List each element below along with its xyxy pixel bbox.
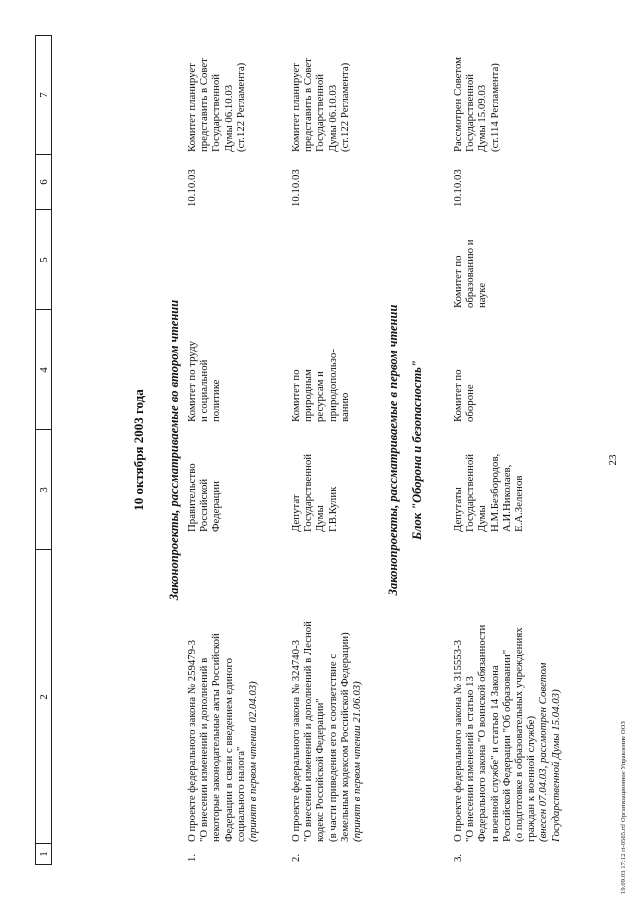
row-description: О проекте федерального закона № 324740-3 "О внесении изменений и дополнений в Лесной кодекс Российской Федерации" (в части приведения его в соответствие с Земельным кодексом Российской Федерации) (принят в первом чтении 21.06.03) bbox=[290, 542, 363, 842]
column-number: 3 bbox=[38, 487, 50, 493]
row-note: Комитет планирует представить в Совет Государственной Думы 06.10.03 (ст.122 Регламента) bbox=[290, 58, 351, 152]
row-author: Депутат Государственной Думы Г.В.Кулик bbox=[290, 453, 339, 532]
row-description-note: Государственной Думы 15.04.03) bbox=[549, 689, 562, 842]
column-divider bbox=[35, 429, 52, 430]
row-number: 2. bbox=[290, 853, 302, 862]
row-date: 10.10.03 bbox=[186, 169, 198, 207]
row-description-note: (принят в первом чтении 21.06.03) bbox=[351, 681, 364, 842]
row-description-note: (внесен 07.04.03, рассмотрен Советом bbox=[537, 662, 550, 842]
row-author: Правительство Российской Федерации bbox=[186, 463, 223, 532]
row-description: О проекте федерального закона № 259479-3 "О внесении изменений и дополнений в некоторые законодательные акты Российской Федерации в связи с введением единого социального налога" (принят в первом чтении 02.04.03) bbox=[186, 542, 259, 842]
column-divider bbox=[35, 154, 52, 155]
column-divider bbox=[35, 549, 52, 550]
section-heading-first-reading: Законопроекты, рассматриваемые в первом чтении bbox=[386, 304, 400, 596]
date-heading: 10 октября 2003 года bbox=[131, 389, 146, 511]
row-description: О проекте федерального закона № 315553-3 "О внесении изменений в статью 13 Федерального закона "О воинской обязанности и военной службе" и статью 14 Закона Российской Федерации "Об образовании" (о подготовке в образовательных учреждениях граждан к военной службе) (внесен 07.04.03, рассмотрен Советом Государственной Думы 15.04.03) bbox=[452, 542, 562, 842]
row-note: Рассмотрен Советом Государственной Думы 15.09.03 (ст.114 Регламента) bbox=[452, 56, 501, 152]
row-co-committee: Комитет по образованию и науке bbox=[452, 239, 489, 308]
row-note: Комитет планирует представить в Совет Государственной Думы 06.10.03 (ст.122 Регламента) bbox=[186, 58, 247, 152]
row-committee: Комитет по природным ресурсам и природопользо- ванию bbox=[290, 349, 351, 422]
row-committee: Комитет по обороне bbox=[452, 369, 477, 422]
row-description-note: (принят в первом чтении 02.04.03) bbox=[247, 681, 260, 842]
column-divider bbox=[35, 209, 52, 210]
row-number: 3. bbox=[452, 853, 464, 862]
row-author: Депутаты Государственной Думы Н.М.Безбородов, А.И.Николаев, Е.А.Зеленов bbox=[452, 453, 526, 532]
row-committee: Комитет по труду и социальной политике bbox=[186, 341, 223, 422]
row-number: 1. bbox=[186, 853, 198, 862]
column-number: 1 bbox=[38, 851, 50, 857]
row-date: 10.10.03 bbox=[290, 169, 302, 207]
column-number: 5 bbox=[38, 257, 50, 263]
column-number: 6 bbox=[38, 179, 50, 185]
section-heading-second-reading: Законопроекты, рассматриваемые во втором чтении bbox=[167, 299, 181, 601]
column-number: 2 bbox=[38, 694, 50, 700]
column-number-row bbox=[35, 35, 52, 865]
column-divider bbox=[35, 309, 52, 310]
column-number: 7 bbox=[38, 92, 50, 98]
block-heading: Блок "Оборона и безопасность" bbox=[410, 360, 424, 540]
column-number: 4 bbox=[38, 367, 50, 373]
row-date: 10.10.03 bbox=[452, 169, 464, 207]
footer-text: 19.09.03 17:12 rt-0565.rtf Организационное Управление ООЗ bbox=[620, 721, 627, 894]
page-number: 23 bbox=[607, 454, 619, 466]
